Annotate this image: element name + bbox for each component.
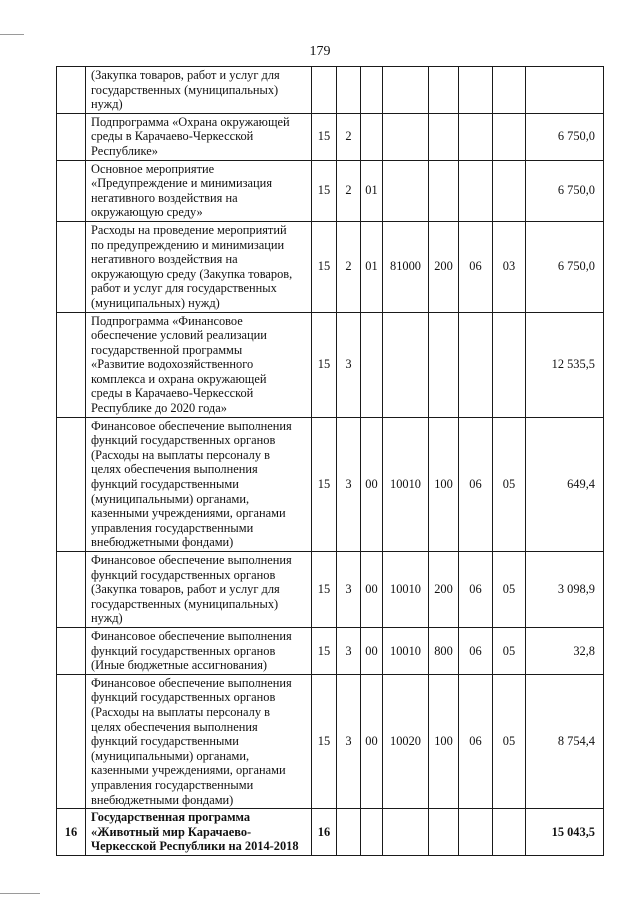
- description-cell: [86, 417, 312, 551]
- program-code-cell: 15: [312, 160, 337, 221]
- subprogram-code-cell: 3: [337, 552, 361, 628]
- activity-code-cell: [361, 67, 383, 114]
- amount-cell: 6 750,0: [526, 221, 604, 312]
- table-row: [57, 160, 604, 221]
- expense-direction-cell: 10010: [383, 552, 429, 628]
- description-cell: [86, 674, 312, 808]
- description-line: внебюджетными фондами): [91, 535, 234, 550]
- table-row: [57, 417, 604, 551]
- program-code-cell: 15: [312, 627, 337, 674]
- description-line: целях обеспечения выполнения: [91, 719, 258, 734]
- program-code-cell: 16: [312, 809, 337, 856]
- scan-margin-mark: [0, 34, 24, 35]
- description-line: среды в Карачаево-Черкесской: [91, 386, 254, 401]
- expense-direction-cell: 10010: [383, 627, 429, 674]
- activity-code-cell: 01: [361, 221, 383, 312]
- section-cell: [459, 113, 493, 160]
- subsection-cell: 03: [493, 221, 526, 312]
- row-number-cell: [57, 312, 86, 417]
- description-line: среды в Карачаево-Черкесской: [91, 129, 254, 144]
- subsection-cell: 05: [493, 627, 526, 674]
- section-cell: 06: [459, 221, 493, 312]
- row-number-cell: [57, 552, 86, 628]
- description-line: Государственная программа: [91, 810, 251, 825]
- row-number-cell: [57, 674, 86, 808]
- description-line: функций государственных органов: [91, 567, 276, 582]
- section-cell: 06: [459, 674, 493, 808]
- expense-type-cell: 200: [429, 552, 459, 628]
- expense-direction-cell: [383, 160, 429, 221]
- subprogram-code-cell: 3: [337, 674, 361, 808]
- table-row: [57, 312, 604, 417]
- subprogram-code-cell: 3: [337, 627, 361, 674]
- description-line: управления государственными: [91, 777, 254, 792]
- description-line: комплекса и охрана окружающей: [91, 371, 267, 386]
- description-line: Республике до 2020 года»: [91, 401, 227, 416]
- amount-cell: 6 750,0: [526, 113, 604, 160]
- expense-direction-cell: 81000: [383, 221, 429, 312]
- description-line: Республике»: [91, 143, 158, 158]
- description-line: «Животный мир Карачаево-: [91, 824, 252, 839]
- table-body: [57, 67, 604, 856]
- expense-type-cell: 200: [429, 221, 459, 312]
- activity-code-cell: 00: [361, 417, 383, 551]
- description-line: Финансовое обеспечение выполнения: [91, 553, 292, 567]
- description-cell: [86, 113, 312, 160]
- description-line: функций государственными: [91, 477, 239, 492]
- description-line: окружающую среду (Закупка товаров,: [91, 266, 293, 281]
- row-number-cell: 16: [57, 809, 86, 856]
- amount-cell: 32,8: [526, 627, 604, 674]
- table-row: [57, 627, 604, 674]
- subprogram-code-cell: [337, 67, 361, 114]
- expense-type-cell: [429, 113, 459, 160]
- description-line: (Иные бюджетные ассигнования): [91, 658, 268, 673]
- subsection-cell: 05: [493, 674, 526, 808]
- description-line: по предупреждению и минимизации: [91, 237, 285, 252]
- budget-allocation-table: [56, 66, 604, 856]
- description-line: нужд): [91, 611, 123, 626]
- section-cell: 06: [459, 627, 493, 674]
- description-line: обеспечение условий реализации: [91, 328, 267, 343]
- description-line: (муниципальными) органами,: [91, 748, 250, 763]
- program-code-cell: 15: [312, 674, 337, 808]
- expense-type-cell: [429, 809, 459, 856]
- description-line: функций государственных органов: [91, 643, 276, 658]
- row-number-cell: [57, 160, 86, 221]
- subsection-cell: [493, 113, 526, 160]
- table-row: [57, 67, 604, 114]
- table-row: [57, 221, 604, 312]
- table-row: [57, 674, 604, 808]
- subsection-cell: 05: [493, 417, 526, 551]
- description-cell: [86, 67, 312, 114]
- description-line: негативного воздействия на: [91, 190, 238, 205]
- activity-code-cell: 00: [361, 627, 383, 674]
- subsection-cell: [493, 160, 526, 221]
- description-line: (Закупка товаров, работ и услуг для: [91, 68, 280, 82]
- description-line: Подпрограмма «Охрана окружающей: [91, 114, 290, 129]
- expense-type-cell: [429, 67, 459, 114]
- amount-cell: 15 043,5: [526, 809, 604, 856]
- description-line: казенными учреждениями, органами: [91, 506, 286, 521]
- activity-code-cell: [361, 113, 383, 160]
- subprogram-code-cell: [337, 809, 361, 856]
- activity-code-cell: 01: [361, 160, 383, 221]
- description-line: (муниципальными) органами,: [91, 491, 250, 506]
- expense-direction-cell: [383, 67, 429, 114]
- subsection-cell: [493, 67, 526, 114]
- subprogram-code-cell: 2: [337, 221, 361, 312]
- row-number-cell: [57, 67, 86, 114]
- section-cell: [459, 809, 493, 856]
- table-row: [57, 552, 604, 628]
- description-cell: [86, 160, 312, 221]
- description-line: функций государственных органов: [91, 433, 276, 448]
- expense-direction-cell: [383, 113, 429, 160]
- activity-code-cell: 00: [361, 674, 383, 808]
- description-line: Расходы на проведение мероприятий: [91, 222, 287, 237]
- program-code-cell: 15: [312, 552, 337, 628]
- row-number-cell: [57, 417, 86, 551]
- description-line: негативного воздействия на: [91, 252, 238, 267]
- section-cell: [459, 67, 493, 114]
- description-line: окружающую среду»: [91, 205, 203, 220]
- description-line: Черкесской Республики на 2014-2018: [91, 839, 299, 854]
- amount-cell: 649,4: [526, 417, 604, 551]
- description-line: казенными учреждениями, органами: [91, 763, 286, 778]
- subsection-cell: [493, 312, 526, 417]
- subsection-cell: [493, 809, 526, 856]
- amount-cell: 8 754,4: [526, 674, 604, 808]
- section-cell: [459, 160, 493, 221]
- subsection-cell: 05: [493, 552, 526, 628]
- program-code-cell: 15: [312, 417, 337, 551]
- row-number-cell: [57, 221, 86, 312]
- description-line: функций государственных органов: [91, 690, 276, 705]
- expense-type-cell: [429, 312, 459, 417]
- description-line: внебюджетными фондами): [91, 792, 234, 807]
- description-cell: [86, 552, 312, 628]
- section-cell: [459, 312, 493, 417]
- row-number-cell: [57, 113, 86, 160]
- description-cell: [86, 809, 312, 856]
- program-code-cell: 15: [312, 221, 337, 312]
- description-line: управления государственными: [91, 520, 254, 535]
- expense-type-cell: [429, 160, 459, 221]
- description-cell: [86, 312, 312, 417]
- program-code-cell: 15: [312, 113, 337, 160]
- scan-margin-mark: [0, 893, 40, 894]
- table-row: [57, 809, 604, 856]
- expense-direction-cell: 10020: [383, 674, 429, 808]
- subprogram-code-cell: 3: [337, 417, 361, 551]
- row-number-cell: [57, 627, 86, 674]
- amount-cell: [526, 67, 604, 114]
- description-line: функций государственными: [91, 734, 239, 749]
- expense-type-cell: 800: [429, 627, 459, 674]
- description-line: работ и услуг для государственных: [91, 281, 277, 296]
- expense-direction-cell: [383, 809, 429, 856]
- section-cell: 06: [459, 417, 493, 551]
- expense-direction-cell: 10010: [383, 417, 429, 551]
- program-code-cell: 15: [312, 312, 337, 417]
- description-line: «Развитие водохозяйственного: [91, 357, 254, 372]
- expense-type-cell: 100: [429, 417, 459, 551]
- description-line: государственных (муниципальных): [91, 596, 279, 611]
- activity-code-cell: [361, 809, 383, 856]
- description-line: (Расходы на выплаты персоналу в: [91, 447, 270, 462]
- section-cell: 06: [459, 552, 493, 628]
- subprogram-code-cell: 3: [337, 312, 361, 417]
- description-line: Подпрограмма «Финансовое: [91, 313, 243, 328]
- description-line: (Расходы на выплаты персоналу в: [91, 704, 270, 719]
- table-row: [57, 113, 604, 160]
- amount-cell: 6 750,0: [526, 160, 604, 221]
- description-line: (Закупка товаров, работ и услуг для: [91, 582, 280, 597]
- description-cell: [86, 221, 312, 312]
- description-line: Основное мероприятие: [91, 161, 215, 176]
- amount-cell: 3 098,9: [526, 552, 604, 628]
- activity-code-cell: [361, 312, 383, 417]
- subprogram-code-cell: 2: [337, 113, 361, 160]
- description-line: государственных (муниципальных): [91, 82, 279, 97]
- subprogram-code-cell: 2: [337, 160, 361, 221]
- description-line: Финансовое обеспечение выполнения: [91, 628, 292, 643]
- description-cell: [86, 627, 312, 674]
- page-number: 179: [309, 44, 331, 59]
- description-line: Финансовое обеспечение выполнения: [91, 675, 292, 690]
- description-line: (муниципальных) нужд): [91, 295, 220, 310]
- description-line: целях обеспечения выполнения: [91, 462, 258, 477]
- amount-cell: 12 535,5: [526, 312, 604, 417]
- description-line: государственной программы: [91, 342, 243, 357]
- activity-code-cell: 00: [361, 552, 383, 628]
- description-line: Финансовое обеспечение выполнения: [91, 418, 292, 433]
- expense-direction-cell: [383, 312, 429, 417]
- description-line: «Предупреждение и минимизация: [91, 176, 273, 191]
- description-line: нужд): [91, 97, 123, 112]
- expense-type-cell: 100: [429, 674, 459, 808]
- program-code-cell: [312, 67, 337, 114]
